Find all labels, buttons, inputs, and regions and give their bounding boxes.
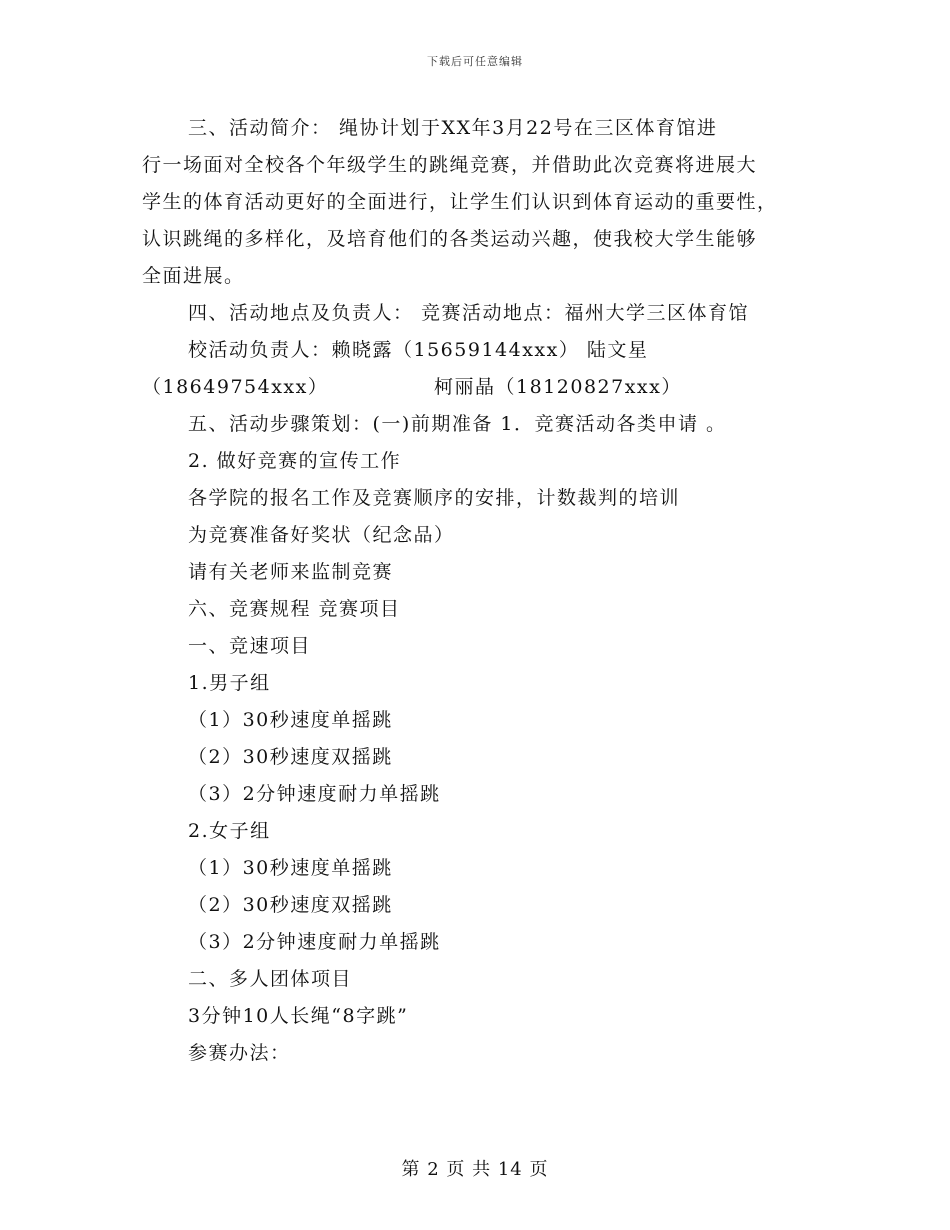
intro-line-3: 学生的体育活动更好的全面进行，让学生们认识到体育运动的重要性， xyxy=(142,191,778,213)
prep-item-2: 为竞赛准备好奖状（纪念品） xyxy=(188,524,455,546)
male-group-heading: 1.男子组 xyxy=(188,672,271,694)
male-item-2: （2）30秒速度双摇跳 xyxy=(188,746,393,768)
step-2-line: 2. 做好竞赛的宣传工作 xyxy=(188,450,402,472)
intro-line-5: 全面进展。 xyxy=(142,265,245,287)
entry-method-heading: 参赛办法： xyxy=(188,1042,291,1064)
team-item: 3分钟10人长绳“8字跳” xyxy=(188,1005,409,1027)
rules-heading: 六、竞赛规程 竞赛项目 xyxy=(188,598,401,620)
female-item-2: （2）30秒速度双摇跳 xyxy=(188,894,393,916)
leader-line-2b: 柯丽晶（18120827xxx） xyxy=(434,376,682,398)
female-group-heading: 2.女子组 xyxy=(188,820,271,842)
male-item-1: （1）30秒速度单摇跳 xyxy=(188,709,393,731)
speed-heading: 一、竞速项目 xyxy=(188,635,312,657)
female-item-3: （3）2分钟速度耐力单摇跳 xyxy=(188,931,441,953)
leader-line-2a: （18649754xxx） xyxy=(142,376,329,398)
location-line: 四、活动地点及负责人： 竞赛活动地点：福州大学三区体育馆 xyxy=(188,302,750,324)
female-item-1: （1）30秒速度单摇跳 xyxy=(188,857,393,879)
prep-item-1: 各学院的报名工作及竞赛顺序的安排，计数裁判的培训 xyxy=(188,487,681,509)
team-heading: 二、多人团体项目 xyxy=(188,968,353,990)
page-number: 第 2 页 共 14 页 xyxy=(401,1159,549,1180)
intro-line-1: 三、活动简介： 绳协计划于XX年3月22号在三区体育馆进 xyxy=(188,117,718,139)
intro-line-2: 行一场面对全校各个年级学生的跳绳竞赛，并借助此次竞赛将进展大 xyxy=(142,154,758,176)
steps-line: 五、活动步骤策划：(一)前期准备 1．竞赛活动各类申请 。 xyxy=(188,413,727,435)
leader-line-1: 校活动负责人：赖晓露（15659144xxx） 陆文星 xyxy=(188,339,649,361)
intro-line-4: 认识跳绳的多样化，及培育他们的各类运动兴趣，使我校大学生能够 xyxy=(142,228,758,250)
prep-item-3: 请有关老师来监制竞赛 xyxy=(188,561,394,583)
page-header-note: 下载后可任意编辑 xyxy=(427,55,523,68)
male-item-3: （3）2分钟速度耐力单摇跳 xyxy=(188,783,441,805)
